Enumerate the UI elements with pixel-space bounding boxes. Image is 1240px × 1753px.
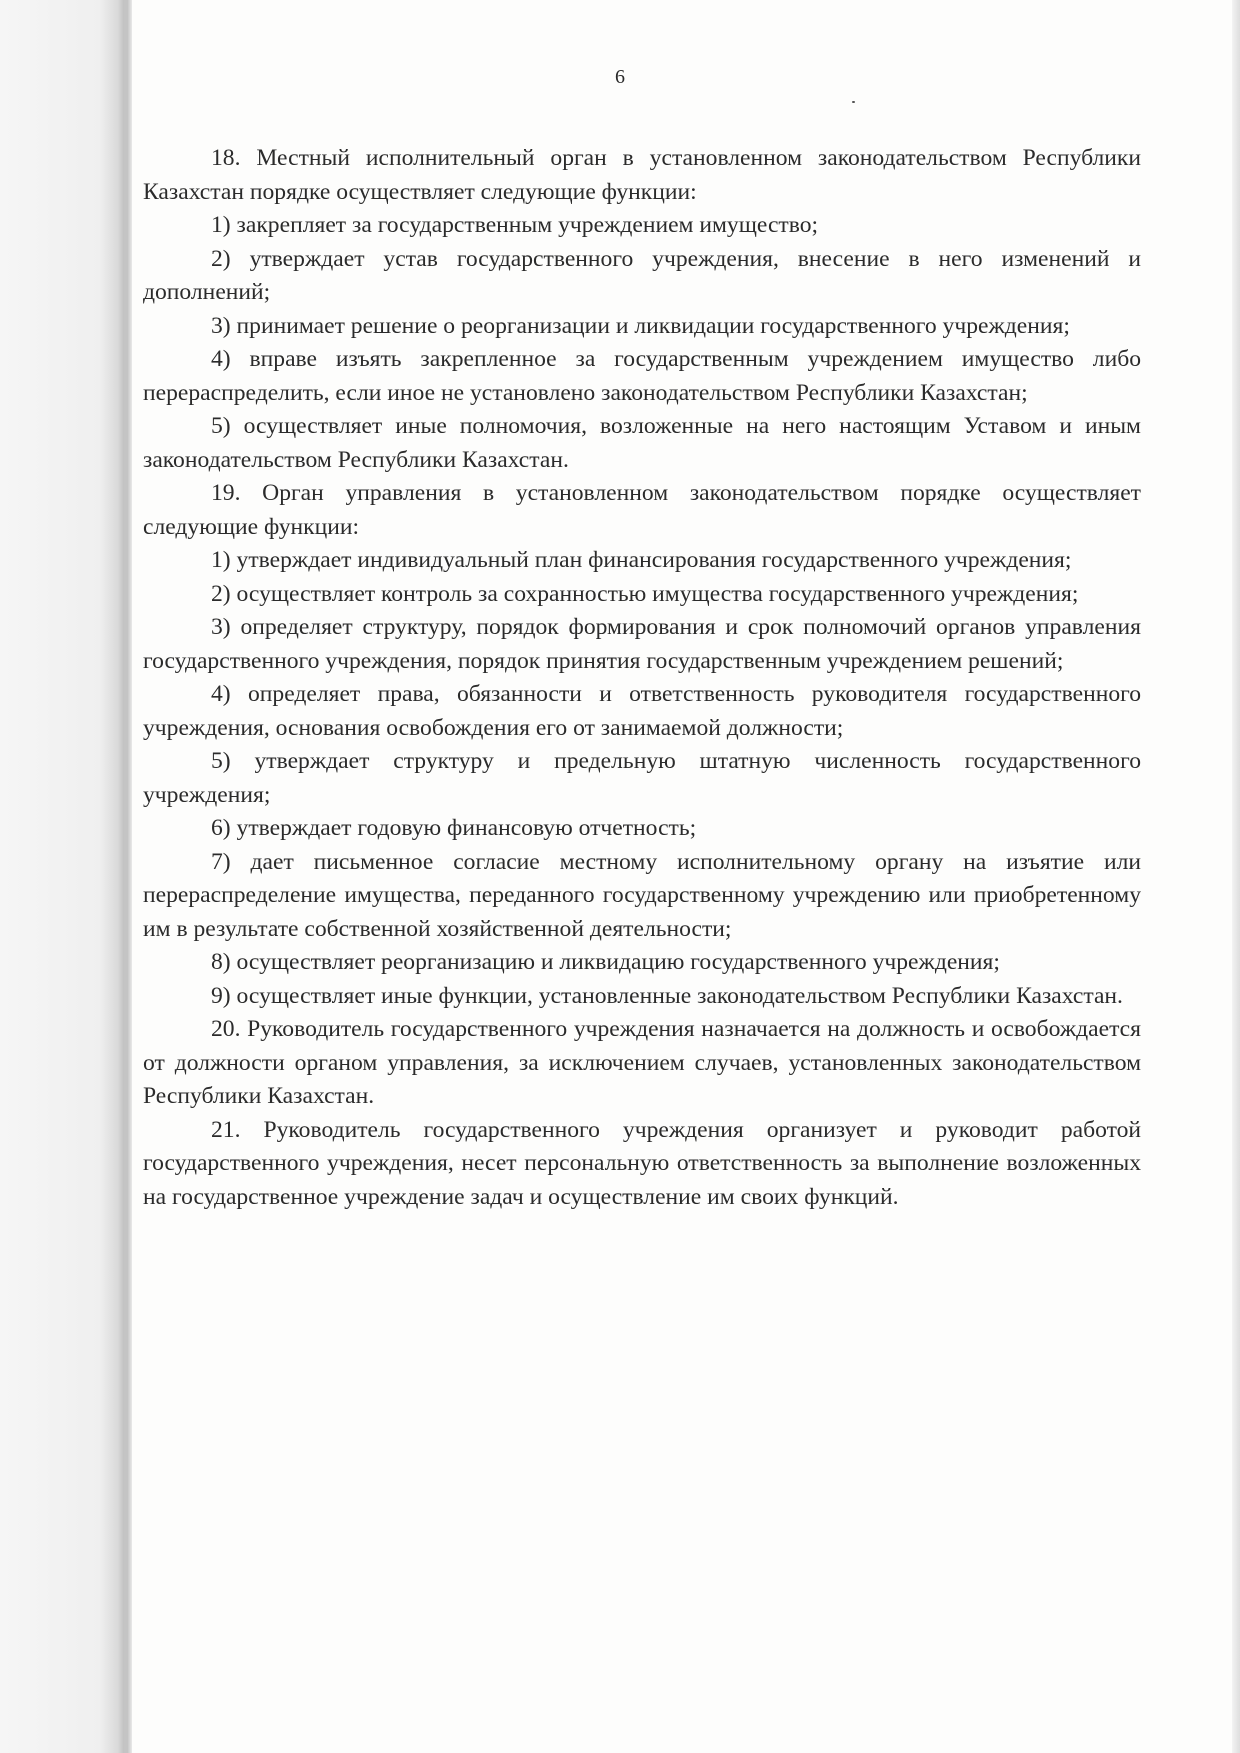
paragraph-21: 21. Руководитель государственного учреждения организует и руководит работой государственного учреждения, несет персональную ответственность за выполнение возложенных на государственное учреждение задач и осуществление им своих функций.	[143, 1116, 1141, 1210]
paragraph-19-item-3: 3) определяет структуру, порядок формирования и срок полномочий органов управления государственного учреждения, порядок принятия государственным учреждением решений;	[143, 614, 1141, 674]
paragraph-19-item-7: 7) дает письменное согласие местному исполнительному органу на изъятие или перераспределение имущества, переданного государственному учреждению или приобретенному им в результате собственной хозяйственной деятельности;	[143, 848, 1141, 942]
paragraph-20: 20. Руководитель государственного учреждения назначается на должность и освобождается от должности органом управления, за исключением случаев, установленных законодательством Республики Казахстан.	[143, 1016, 1141, 1109]
paragraph-18-item-5: 5) осуществляет иные полномочия, возложенные на него настоящим Уставом и иным законодательством Республики Казахстан.	[143, 413, 1141, 473]
paragraph-19-item-2: 2) осуществляет контроль за сохранностью имущества государственного учреждения;	[211, 580, 1079, 607]
paragraph-19: 19. Орган управления в установленном законодательством порядке осуществляет следующие функции:	[143, 480, 1141, 540]
page-number: 6	[615, 66, 625, 88]
paragraph-19-item-5: 5) утверждает структуру и предельную штатную численность государственного учреждения;	[143, 748, 1141, 808]
paragraph-19-item-4: 4) определяет права, обязанности и ответственность руководителя государственного учреждения, основания освобождения его от занимаемой должности;	[143, 681, 1141, 741]
paragraph-18-item-2: 2) утверждает устав государственного учреждения, внесение в него изменений и дополнений;	[143, 245, 1141, 305]
paragraph-19-item-1: 1) утверждает индивидуальный план финансирования государственного учреждения;	[211, 547, 1072, 573]
binding-fold-line	[124, 0, 128, 1753]
paragraph-19-item-8: 8) осуществляет реорганизацию и ликвидацию государственного учреждения;	[211, 949, 1000, 975]
paragraph-18: 18. Местный исполнительный орган в установленном законодательством Республики Казахстан порядке осуществляет следующие функции:	[143, 145, 1141, 205]
document-body	[143, 142, 1141, 1214]
paragraph-19-item-9: 9) осуществляет иные функции, установленные законодательством Республики Казахстан.	[211, 982, 1123, 1009]
paragraph-18-item-4: 4) вправе изъять закрепленное за государственным учреждением имущество либо перераспределить, если иное не установлено законодательством Республики Казахстан;	[143, 346, 1141, 406]
scan-binding-edge	[0, 0, 132, 1753]
scan-right-edge	[1232, 0, 1240, 1753]
scan-speck	[852, 101, 855, 103]
paragraph-18-item-3: 3) принимает решение о реорганизации и ликвидации государственного учреждения;	[211, 312, 1070, 339]
paragraph-18-item-1: 1) закрепляет за государственным учреждением имущество;	[211, 212, 819, 238]
paragraph-19-item-6: 6) утверждает годовую финансовую отчетность;	[211, 815, 697, 841]
